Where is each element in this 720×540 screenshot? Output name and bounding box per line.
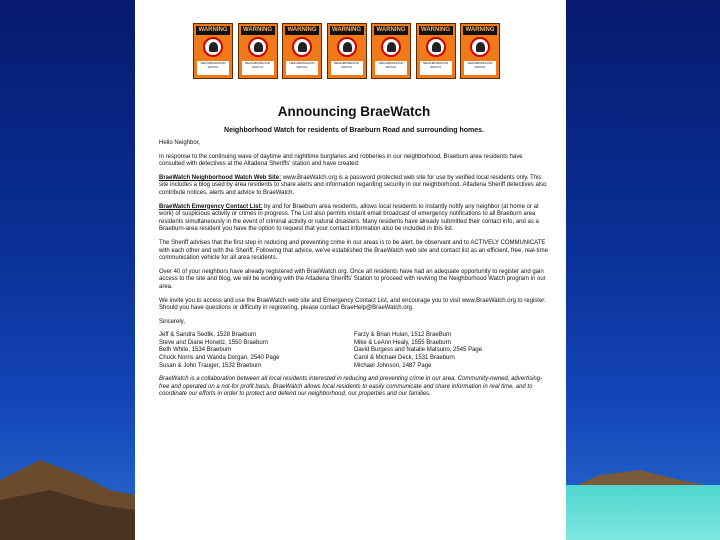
warning-sign-header: WARNING [241, 26, 275, 35]
warning-sign-caption: NEIGHBORHOOD WATCH [420, 61, 452, 75]
warning-signs-row [193, 23, 500, 79]
signer-name: David Burgess and Natalie Matsuno, 2545 Page [354, 347, 483, 354]
signer-name: Beth White, 1534 Braeburn [159, 347, 232, 354]
warning-sign-header: WARNING [419, 26, 453, 35]
page-subtitle: Neighborhood Watch for residents of Braeburn Road and surrounding homes. [224, 127, 484, 134]
burglar-icon [248, 37, 268, 57]
signer-name: Farzy & Brian Hulan, 1512 BraeBurn [354, 332, 452, 339]
warning-sign [371, 23, 411, 79]
burglar-icon [292, 37, 312, 57]
warning-sign [460, 23, 500, 79]
warning-sign [327, 23, 367, 79]
invite-paragraph: We invite you to access and use the BraeWatch web site and Emergency Contact List, and encourage you to visit www.BraeWatch.org to register. Should you have questions or difficulty in registering, please contact BraeHelp@BraeWatch.org. [159, 297, 546, 312]
website-paragraph [159, 175, 549, 198]
warning-sign [193, 23, 233, 79]
contact-paragraph [159, 204, 549, 234]
signer-name: Michael Johnson, 2487 Page [354, 362, 432, 369]
warning-sign [282, 23, 322, 79]
warning-sign-header: WARNING [463, 26, 497, 35]
signer-name: Steve and Diane Horwitz, 1550 Braeburn [159, 339, 269, 346]
closing: Sincerely, [159, 318, 185, 325]
warning-sign-caption: NEIGHBORHOOD WATCH [464, 61, 496, 75]
warning-sign-caption: NEIGHBORHOOD WATCH [242, 61, 274, 75]
intro-paragraph: In response to the continuing wave of daytime and nighttime burglaries and robberies in our neighborhood, Braeburn area residents have consulted with detectives at the Altadena Sheriffs' station and have created: [159, 153, 523, 168]
sea [560, 485, 720, 540]
signer-name: Carol & Michael Deck, 1531 Braeburn [354, 355, 455, 362]
document-page [135, 0, 566, 540]
warning-sign-header: WARNING [196, 26, 230, 35]
signer-name: Mike & LeAnn Healy, 1555 Braeburn [354, 339, 451, 346]
warning-sign-caption: NEIGHBORHOOD WATCH [331, 61, 363, 75]
contact-text: by and for Braeburn area residents, allows local residents to instantly notify any neighbor (at home or at work) of suspicious activity or crimes in progress. The List also permits instant email broadcast of emergency notifications to all Braeburn area residents simultaneously in the event of criminal activity or natural disasters. Many residents have already submitted their contact info, and as a Braeburn-area resident you have the option to request that your contact information also be included in this list. [159, 203, 539, 233]
greeting: Hello Neighbor, [159, 140, 201, 146]
burglar-icon [203, 37, 223, 57]
warning-sign-header: WARNING [330, 26, 364, 35]
warning-sign-caption: NEIGHBORHOOD WATCH [197, 61, 229, 75]
website-heading: BraeWatch Neighborhood Watch Web Site: [159, 174, 282, 181]
warning-sign [238, 23, 278, 79]
burglar-icon [426, 37, 446, 57]
signers-right [354, 332, 549, 370]
signer-name: Jeff & Sandra Sedlik, 1528 Braeburn [159, 332, 257, 339]
burglar-icon [337, 37, 357, 57]
warning-sign-caption: NEIGHBORHOOD WATCH [286, 61, 318, 75]
website-text: www.BraeWatch.org is a password protected web site for use by verified local residents only. This site includes a blog used by area residents to share alerts and information regarding security in our neighborhood. Altadena Sheriff detectives also contribute notices, alerts and advice to BraeWatch. [159, 174, 547, 196]
warning-sign-caption: NEIGHBORHOOD WATCH [375, 61, 407, 75]
warning-sign [416, 23, 456, 79]
sheriff-paragraph: The Sheriff advises that the first step in reducing and preventing crime in our areas is to be alert, be observant and to ACTIVELY COMMUNICATE with each other and with the Sheriff. Following that advice, we've established the BraeWatch web site and contact list as an efficient, free, real-time communication vehicle for all area residents. [159, 239, 548, 262]
page-title: Announcing BraeWatch [277, 104, 431, 119]
announcement-body [159, 104, 549, 399]
warning-sign-header: WARNING [374, 26, 408, 35]
signer-name: Susan & John Trauger, 1532 Braeburn [159, 362, 262, 369]
signer-name: Chuck Norris and Wanda Dorgan, 2540 Page [159, 355, 280, 362]
contact-heading: BraeWatch Emergency Contact List: [159, 203, 263, 210]
signers-left [159, 332, 354, 370]
footer-note: BraeWatch is a collaboration between all local residents interested in reducing and preventing crime in our area. Community-owned, advertising-free and operated on a not-for profit basis, BraeWatch allows local residents to easily communicate and share information in real time, and to coordinate our efforts in order to protect and defend our neighborhood, our properties and our families. [159, 376, 543, 398]
burglar-icon [381, 37, 401, 57]
warning-sign-header: WARNING [285, 26, 319, 35]
signatures [159, 332, 549, 370]
burglar-icon [470, 37, 490, 57]
registered-paragraph: Over 40 of your neighbors have already registered with BraeWatch.org. Once all residents have had an adequate opportunity to register and gain access to the site and blog, we will be working with the Altadena Sheriffs' Station to proceed with reviving the Neighborhood Watch program in our area. [159, 268, 546, 290]
